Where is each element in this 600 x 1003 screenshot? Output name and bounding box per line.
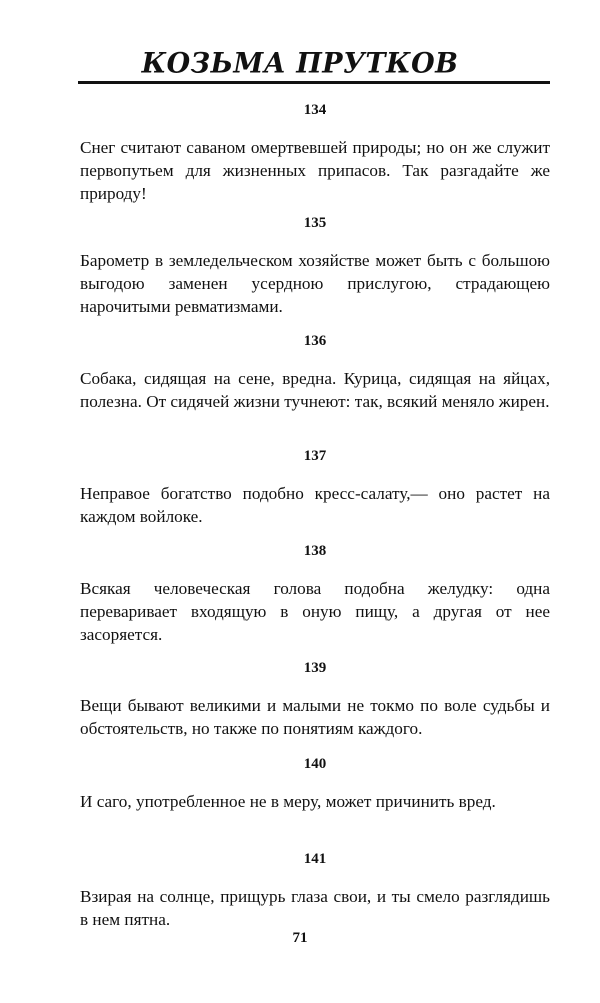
aphorism-number: 139: [303, 660, 327, 676]
aphorism-text: Собака, сидящая на сене, вредна. Курица, сидящая на яйцах, полезна. От сидячей жизни тучнеют: так, всякий меняло жирен.: [80, 369, 550, 411]
aphorism-number: 136: [303, 333, 327, 349]
aphorism-number: 141: [303, 851, 327, 867]
aphorism-text: Вещи бывают великими и малыми не токмо по воле судьбы и обстоятельств, но также по понятиям каждого.: [80, 696, 550, 738]
aphorism-number: 135: [303, 215, 327, 231]
aphorism-number: 140: [303, 756, 327, 772]
aphorism-140: [80, 754, 550, 813]
aphorism-135: [80, 213, 550, 318]
aphorism-text: И саго, употребленное не в меру, может причинить вред.: [80, 792, 496, 811]
page-number: 71: [292, 930, 308, 946]
aphorism-137: [80, 446, 550, 528]
aphorism-134: [80, 100, 550, 205]
aphorism-text: Взирая на солнце, прищурь глаза свои, и ты смело разглядишь в нем пятна.: [80, 887, 550, 929]
aphorism-number: 138: [303, 543, 327, 559]
aphorism-139: [80, 658, 550, 740]
aphorism-136: [80, 331, 550, 413]
aphorism-number: 137: [303, 448, 327, 464]
aphorism-141: [80, 849, 550, 931]
running-head-title: КОЗЬМА ПРУТКОВ: [141, 47, 459, 80]
header-rule: [78, 81, 550, 84]
aphorism-number: 134: [303, 102, 327, 118]
aphorism-text: Неправое богатство подобно кресс-салату,— оно растет на каждом войлоке.: [80, 484, 550, 526]
running-head: [0, 48, 600, 79]
aphorism-138: [80, 541, 550, 646]
aphorism-text: Всякая человеческая голова подобна желудку: одна переваривает входящую в оную пищу, а другая от нее засоряется.: [80, 579, 550, 644]
aphorism-text: Барометр в земледельческом хозяйстве может быть с большою выгодою заменен усердною прислугою, страдающею нарочитыми ревматизмами.: [80, 251, 550, 316]
aphorism-text: Снег считают саваном омертвевшей природы; но он же служит первопутьем для жизненных припасов. Так разгадайте же природу!: [80, 138, 550, 203]
